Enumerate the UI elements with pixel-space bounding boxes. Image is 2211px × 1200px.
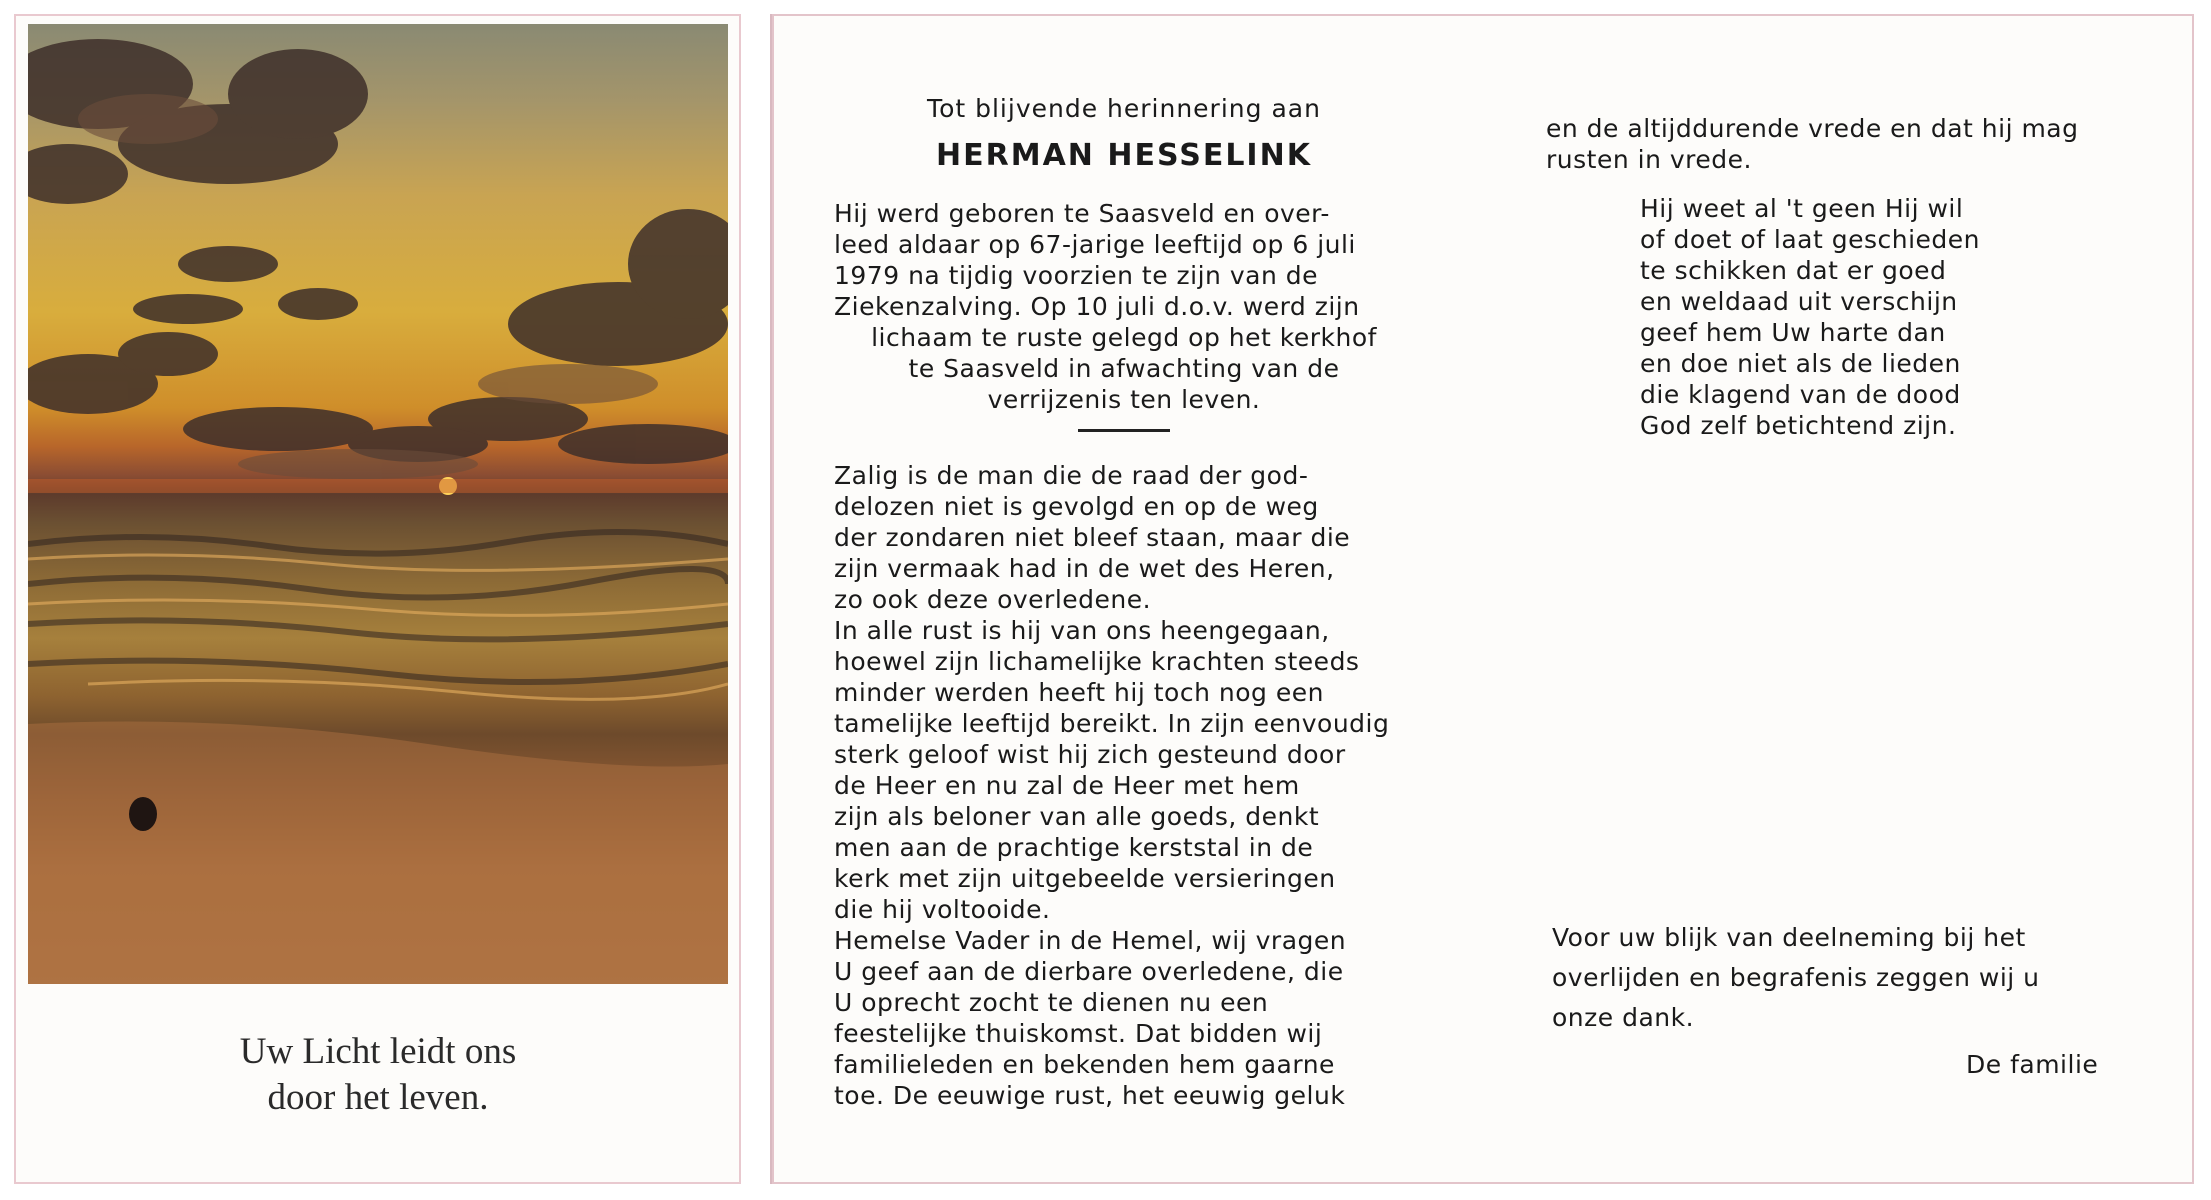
continuation-text	[1546, 113, 2126, 175]
continuation-line: en de altijddurende vrede en dat hij mag	[1546, 114, 2079, 143]
biography	[834, 198, 1414, 415]
signature: De familie	[1966, 1050, 2099, 1079]
psalm-line: U oprecht zocht te dienen nu een	[834, 988, 1269, 1017]
psalm-line: men aan de prachtige kerststal in de	[834, 833, 1314, 862]
psalm-line: delozen niet is gevolgd en op de weg	[834, 492, 1319, 521]
poem-line: of doet of laat geschieden	[1640, 225, 1981, 254]
poem-line: Hij weet al 't geen Hij wil	[1640, 194, 1964, 223]
left-column	[834, 90, 1414, 1111]
psalm-line: toe. De eeuwige rust, het eeuwig geluk	[834, 1081, 1346, 1110]
bio-line: 1979 na tijdig voorzien te zijn van de	[834, 261, 1319, 290]
psalm-line: hoewel zijn lichamelijke krachten steeds	[834, 647, 1360, 676]
psalm-line: feestelijke thuiskomst. Dat bidden wij	[834, 1019, 1323, 1048]
front-caption	[28, 1029, 728, 1121]
psalm-line: die hij voltooide.	[834, 895, 1051, 924]
continuation-line: rusten in vrede.	[1546, 145, 1752, 174]
bio-line: lichaam te ruste gelegd op het kerkhof	[871, 323, 1377, 352]
poem-line: te schikken dat er goed	[1640, 256, 1947, 285]
psalm-line: zo ook deze overledene.	[834, 585, 1152, 614]
poem	[1640, 193, 2126, 441]
psalm-line: Hemelse Vader in de Hemel, wij vragen	[834, 926, 1347, 955]
sunset-illustration	[28, 24, 728, 984]
thanks-line: overlijden en begrafenis zeggen wij u	[1552, 963, 2040, 992]
psalm-text	[834, 460, 1414, 1111]
section-divider	[1078, 429, 1170, 432]
thanks-note	[1552, 918, 2112, 1038]
thanks-line: Voor uw blijk van deelneming bij het	[1552, 923, 2026, 952]
front-card	[14, 14, 741, 1184]
psalm-line: minder werden heeft hij toch nog een	[834, 678, 1324, 707]
psalm-line: de Heer en nu zal de Heer met hem	[834, 771, 1300, 800]
psalm-line: Zalig is de man die de raad der god-	[834, 461, 1309, 490]
poem-line: en weldaad uit verschijn	[1640, 287, 1958, 316]
bio-line: Ziekenzalving. Op 10 juli d.o.v. werd zijn	[834, 292, 1360, 321]
bio-line: te Saasveld in afwachting van de	[908, 354, 1340, 383]
psalm-line: zijn vermaak had in de wet des Heren,	[834, 554, 1335, 583]
psalm-line: tamelijke leeftijd bereikt. In zijn eenvoudig	[834, 709, 1390, 738]
psalm-line: familieleden en bekenden hem gaarne	[834, 1050, 1335, 1079]
thanks-line: onze dank.	[1552, 1003, 1695, 1032]
deceased-name: HERMAN HESSELINK	[936, 138, 1312, 173]
psalm-line: der zondaren niet bleef staan, maar die	[834, 523, 1351, 552]
poem-line: en doe niet als de lieden	[1640, 349, 1961, 378]
caption-line-2: door het leven.	[267, 1077, 489, 1118]
poem-line: die klagend van de dood	[1640, 380, 1961, 409]
poem-line: geef hem Uw harte dan	[1640, 318, 1946, 347]
psalm-line: kerk met zijn uitgebeelde versieringen	[834, 864, 1336, 893]
psalm-line: In alle rust is hij van ons heengegaan,	[834, 616, 1330, 645]
psalm-line: U geef aan de dierbare overledene, die	[834, 957, 1344, 986]
right-column	[1546, 113, 2126, 441]
bio-line: Hij werd geboren te Saasveld en over-	[834, 199, 1330, 228]
bio-line: verrijzenis ten leven.	[987, 385, 1261, 414]
sunset-photo	[28, 24, 728, 984]
poem-line: God zelf betichtend zijn.	[1640, 411, 1957, 440]
intro-text: Tot blijvende herinnering aan	[927, 94, 1321, 123]
psalm-line: zijn als beloner van alle goeds, denkt	[834, 802, 1320, 831]
psalm-line: sterk geloof wist hij zich gesteund door	[834, 740, 1346, 769]
bio-line: leed aldaar op 67-jarige leeftijd op 6 juli	[834, 230, 1356, 259]
caption-line-1: Uw Licht leidt ons	[239, 1031, 517, 1072]
